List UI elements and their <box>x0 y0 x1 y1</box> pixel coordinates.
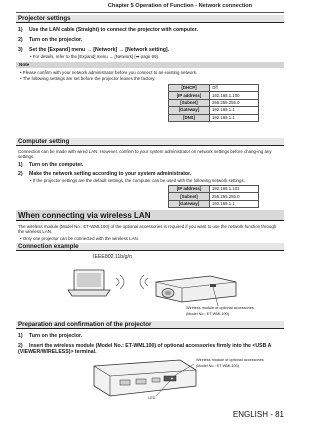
table-key: [Gateway] <box>169 107 210 114</box>
table-key: [Gateway] <box>169 200 210 207</box>
table-value: 192.168.1.101 <box>210 186 259 193</box>
step-text: Turn on the computer. <box>29 162 84 168</box>
note-label: Note <box>16 62 284 68</box>
section-heading-preparation: Preparation and confirmation of the projector <box>16 321 284 329</box>
wifi-standard-label: IEEE802.11b/g/n <box>93 254 132 260</box>
section-heading-projector-settings: Projector settings <box>16 15 284 23</box>
step-text: Use the LAN cable (Straight) to connect the projector with computer. <box>29 27 198 33</box>
bullet-text: If the projector settings are the default settings, the computer can be used with the following network settings. <box>32 178 245 183</box>
computer-setting-intro: Connection can be made with wired LAN. However, confirm to your system administrator on network settings before chang-ing any settings. <box>18 149 272 160</box>
led-label: LED <box>148 396 156 400</box>
chapter-header: Chapter 5 Operation of Function - Network connection <box>107 3 253 9</box>
wireless-intro: The wireless module (Model No.: ET-WML100) of the optional accessories is required if you want to use the network function through the wireless LAN. <box>18 224 277 235</box>
wireless-waves-icon <box>116 275 148 289</box>
step-number: 1) <box>18 162 23 168</box>
table-row <box>169 99 259 106</box>
step-text: Turn on the projector. <box>29 37 83 43</box>
table-row <box>169 193 259 200</box>
table-value: 192.168.1.1 <box>210 200 259 207</box>
bullet-text: Only one projector can be connected with the wireless LAN. <box>22 236 139 241</box>
step-text: Insert the wireless module (Model No.: ET-WML100) of optional accessories firmly into the <USB A (VIEWER/WIRELESS)> terminal. <box>18 343 272 355</box>
section-heading-computer-setting: Computer setting <box>16 138 284 146</box>
bullet-text: Please confirm with your network administrator before you connect to an existing network. <box>22 70 198 75</box>
table-key: [Subnet] <box>169 99 210 106</box>
step-2-network-setting <box>18 171 282 177</box>
table-row <box>169 85 259 92</box>
step-number: 2) <box>18 343 23 349</box>
table-value: 255.255.255.0 <box>210 99 259 106</box>
step-2-insert-module <box>18 343 282 355</box>
step-number: 2) <box>18 171 23 177</box>
table-key: [DNS] <box>169 114 210 121</box>
table-value: 192.168.1.1 <box>210 114 259 121</box>
note-bullet-2: • The following settings are set before the projector leaves the factory. <box>20 76 156 81</box>
table-row <box>169 107 259 114</box>
module-caption-3: Wireless module of optional accessories <box>196 358 264 362</box>
table-value: Off <box>210 85 259 92</box>
wireless-bullet: • Only one projector can be connected with the wireless LAN. <box>20 236 139 241</box>
module-insertion-illustration <box>90 356 200 402</box>
step-text: Make the network setting according to your system administrator. <box>29 171 192 177</box>
bullet-text: For details, refer to the [Expand] menu → [Network] (➡ page 69). <box>32 54 160 59</box>
step-text: Turn on the projector. <box>29 333 83 339</box>
table-key: [DHCP] <box>169 85 210 92</box>
step-3-bullet: • For details, refer to the [Expand] menu → [Network] (➡ page 69). <box>30 54 160 59</box>
note-bullet-1: • Please confirm with your network administrator before you connect to an existing network. <box>20 70 198 75</box>
step-number: 3) <box>18 47 23 53</box>
step-number: 1) <box>18 333 23 339</box>
module-caption-2: (Model No.: ET-WML100) <box>186 312 230 316</box>
table-row <box>169 186 259 193</box>
laptop-icon <box>68 270 110 296</box>
table-value: 192.168.1.100 <box>210 92 259 99</box>
step-1-computer-on <box>18 162 282 168</box>
step-1-projector-on <box>18 333 282 339</box>
module-caption-1: Wireless module of optional accessories <box>186 306 254 310</box>
section-heading-wireless-lan: When connecting via wireless LAN <box>16 210 284 221</box>
step-2-bullet: • If the projector settings are the default settings, the computer can be used with the following network settings. <box>30 178 245 183</box>
factory-settings-table <box>168 84 259 122</box>
wireless-module-icon <box>164 376 176 381</box>
projector-rear-icon <box>94 360 196 396</box>
step-number: 1) <box>18 27 23 33</box>
table-value: 192.168.1.1 <box>210 107 259 114</box>
table-row <box>169 200 259 207</box>
section-heading-connection-example: Connection example <box>16 243 284 251</box>
table-key: [IP address] <box>169 92 210 99</box>
bullet-text: The following settings are set before the projector leaves the factory. <box>22 76 156 81</box>
step-number: 2) <box>18 37 23 43</box>
projector-icon <box>156 276 236 302</box>
table-row <box>169 114 259 121</box>
step-text: Set the [Expand] menu → [Network] → [Network setting]. <box>29 47 170 53</box>
table-key: [IP address] <box>169 186 210 193</box>
header-rule <box>16 12 284 13</box>
step-2-turn-on <box>18 37 282 43</box>
computer-settings-table <box>168 185 259 208</box>
step-3-set-menu <box>18 47 282 53</box>
page-number: ENGLISH - 81 <box>232 410 284 419</box>
led-indicator-icon <box>171 378 173 380</box>
module-caption-4: (Model No.: ET-WML100) <box>196 364 240 368</box>
table-key: [Subnet] <box>169 193 210 200</box>
table-value: 255.255.255.0 <box>210 193 259 200</box>
table-row <box>169 92 259 99</box>
step-1-connect <box>18 27 282 33</box>
